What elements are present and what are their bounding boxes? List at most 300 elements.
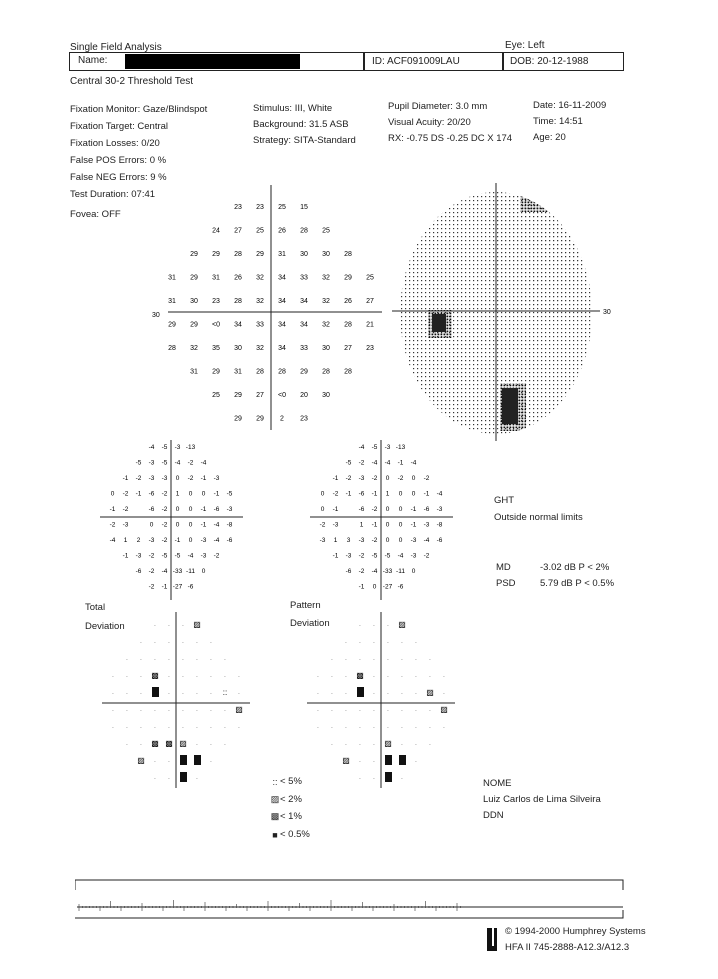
field-value: 28: [344, 251, 352, 258]
field-value: -2: [332, 490, 339, 498]
prob-mark-block: [357, 687, 364, 697]
prob-mark: ·: [182, 640, 184, 646]
prob-mark: ·: [401, 742, 403, 748]
pattern-deviation-numeric: [305, 435, 495, 605]
prob-mark: ▨: [193, 620, 201, 629]
field-value: 28: [344, 368, 352, 376]
prob-mark: ·: [317, 674, 319, 680]
prob-mark: ·: [196, 776, 198, 782]
field-value: 32: [190, 345, 198, 352]
prob-mark: ·: [373, 742, 375, 748]
fovea-status: Fovea: OFF: [70, 209, 121, 220]
prob-mark: ·: [210, 691, 212, 697]
prob-mark: ·: [210, 742, 212, 748]
prob-mark: ·: [345, 674, 347, 680]
field-value: -5: [161, 552, 168, 560]
prob-mark: ·: [154, 759, 156, 765]
field-value: -3: [148, 459, 155, 467]
prob-mark: ·: [168, 776, 170, 782]
field-value: 1: [359, 521, 364, 529]
field-value: -5: [371, 552, 378, 560]
field-value: 26: [278, 227, 286, 235]
prob-mark: ·: [429, 674, 431, 680]
field-value: -4: [384, 459, 391, 467]
prob-mark: ▩: [165, 739, 173, 748]
field-value: -27: [382, 583, 393, 591]
prob-mark: ▨: [137, 756, 145, 765]
prob-mark: ·: [373, 657, 375, 663]
field-value: 34: [278, 345, 286, 352]
prob-mark: ·: [154, 708, 156, 714]
field-value: -2: [397, 475, 404, 482]
field-value: -3: [436, 506, 443, 513]
prob-mark: ·: [387, 640, 389, 646]
field-value: -4: [358, 444, 365, 451]
field-value: 28: [168, 345, 176, 352]
field-value: -2: [122, 490, 129, 498]
field-value: -3: [384, 444, 391, 451]
note-line: DDN: [483, 810, 504, 821]
field-value: -2: [161, 490, 168, 498]
field-value: 0: [175, 521, 180, 529]
field-value: 29: [190, 321, 198, 329]
field-value: -1: [200, 506, 207, 513]
prob-mark: ·: [140, 640, 142, 646]
prob-mark: ·: [182, 725, 184, 731]
field-value: 32: [256, 274, 264, 282]
prob-mark: ▨: [179, 739, 187, 748]
field-value: 33: [300, 274, 308, 282]
prob-mark: ·: [429, 725, 431, 731]
field-value: -1: [423, 490, 430, 498]
field-value: 34: [234, 321, 242, 329]
prob-mark: ▨: [398, 620, 406, 629]
field-value: -1: [200, 521, 207, 529]
prob-mark: ·: [168, 674, 170, 680]
eye-label: Eye: Left: [505, 40, 545, 51]
prob-mark: ▨: [235, 705, 243, 714]
prob-mark: ·: [154, 776, 156, 782]
field-value: -6: [423, 506, 430, 513]
prob-mark: ·: [443, 691, 445, 697]
patient-name-bar: [69, 52, 624, 71]
prob-mark: ·: [331, 657, 333, 663]
field-value: 30: [322, 251, 330, 258]
prob-mark: ·: [112, 691, 114, 697]
prob-mark: ·: [359, 640, 361, 646]
psd-value: 5.79 dB P < 0.5%: [540, 578, 615, 589]
note-line: Luiz Carlos de Lima Silveira: [483, 794, 601, 805]
prob-mark: ▩: [356, 671, 364, 680]
field-value: -6: [226, 537, 233, 544]
field-value: 0: [372, 583, 377, 591]
field-value: 0: [411, 568, 416, 575]
field-value: <0: [278, 392, 286, 399]
prob-mark: ·: [154, 725, 156, 731]
prob-mark: ·: [387, 725, 389, 731]
field-value: 26: [344, 298, 352, 305]
legend-item: [270, 794, 302, 805]
param-line: Fixation Monitor: Gaze/Blindspot: [70, 104, 208, 115]
field-value: 0: [411, 490, 416, 498]
field-value: 0: [188, 506, 193, 513]
prob-mark: ·: [154, 657, 156, 663]
prob-mark: ·: [168, 708, 170, 714]
prob-mark: ·: [140, 725, 142, 731]
field-value: 29: [212, 368, 220, 376]
prob-mark: ·: [112, 674, 114, 680]
prob-mark: ·: [373, 725, 375, 731]
field-value: 27: [344, 345, 352, 352]
field-value: 0: [320, 490, 325, 498]
prob-mark: ▨: [384, 739, 392, 748]
field-value: 31: [212, 274, 220, 282]
prob-mark: ·: [401, 691, 403, 697]
field-value: -3: [174, 444, 181, 451]
field-value: -2: [122, 506, 129, 513]
param-line: Date: 16-11-2009: [533, 100, 607, 111]
prob-mark: ·: [224, 742, 226, 748]
prob-mark: ·: [154, 623, 156, 629]
field-value: 31: [278, 251, 286, 258]
field-value: -3: [319, 537, 326, 544]
param-line: Age: 20: [533, 132, 566, 143]
field-value: -1: [332, 475, 339, 482]
field-value: 0: [149, 521, 154, 529]
prob-mark: ·: [387, 708, 389, 714]
gaze-tracking-strip: [75, 878, 627, 920]
field-value: 33: [256, 321, 264, 329]
field-value: -2: [109, 521, 116, 529]
field-value: -3: [135, 552, 142, 560]
prob-mark: ·: [359, 759, 361, 765]
field-value: 0: [398, 537, 403, 544]
field-value: 27: [256, 392, 264, 399]
prob-mark: ·: [443, 674, 445, 680]
field-value: 25: [278, 204, 286, 211]
prob-mark: ·: [196, 708, 198, 714]
field-value: 28: [344, 321, 352, 329]
field-value: 0: [201, 568, 206, 575]
field-value: 24: [212, 227, 220, 235]
param-line: False POS Errors: 0 %: [70, 155, 167, 166]
field-value: 1: [333, 537, 338, 544]
field-value: 0: [385, 506, 390, 513]
param-line: Time: 14:51: [533, 116, 583, 127]
field-value: -3: [161, 475, 168, 482]
psd-label: PSD: [496, 578, 516, 589]
field-value: 26: [234, 274, 242, 282]
prob-mark: ·: [224, 657, 226, 663]
prob-mark: ·: [331, 674, 333, 680]
field-value: 0: [385, 521, 390, 529]
prob-mark: ·: [401, 776, 403, 782]
field-value: 31: [190, 368, 198, 376]
prob-mark: ·: [238, 691, 240, 697]
prob-mark: ·: [140, 691, 142, 697]
prob-mark: ·: [182, 708, 184, 714]
field-value: -1: [200, 475, 207, 482]
field-value: 30: [322, 392, 330, 399]
field-value: 1: [175, 490, 180, 498]
prob-mark: ▩: [151, 739, 159, 748]
field-value: 0: [201, 490, 206, 498]
field-value: 34: [278, 321, 286, 329]
field-value: 28: [278, 368, 286, 376]
field-value: -27: [172, 583, 183, 591]
prob-mark: ·: [359, 657, 361, 663]
prob-mark: ·: [196, 725, 198, 731]
field-value: 31: [168, 298, 176, 305]
prob-mark-block: [399, 755, 406, 765]
field-value: 32: [256, 345, 264, 352]
field-value: -3: [200, 552, 207, 560]
field-value: -6: [213, 506, 220, 513]
field-value: -1: [135, 490, 142, 498]
prob-mark: ·: [196, 674, 198, 680]
prob-mark: ·: [317, 691, 319, 697]
prob-mark: ·: [373, 776, 375, 782]
field-value: 30: [190, 298, 198, 305]
prob-mark: ·: [168, 691, 170, 697]
prob-mark-block: [385, 755, 392, 765]
prob-mark: ·: [210, 708, 212, 714]
prob-mark: ·: [196, 657, 198, 663]
prob-mark: ·: [126, 708, 128, 714]
field-value: -3: [423, 521, 430, 529]
field-value: 0: [188, 521, 193, 529]
field-value: 1: [123, 537, 128, 544]
prob-mark: ·: [401, 657, 403, 663]
divider: [502, 53, 504, 70]
prob-mark: ·: [140, 742, 142, 748]
field-value: -2: [358, 552, 365, 560]
field-value: -4: [371, 459, 378, 467]
field-value: 30: [322, 345, 330, 352]
field-value: -5: [226, 490, 233, 498]
field-value: -3: [200, 537, 207, 544]
field-value: -2: [148, 583, 155, 591]
field-value: -6: [187, 583, 194, 591]
field-value: -1: [410, 521, 417, 529]
total-deviation-numeric: [95, 435, 285, 605]
field-value: -1: [345, 490, 352, 498]
field-value: -3: [358, 475, 365, 482]
field-value: 29: [190, 251, 198, 258]
field-value: -1: [174, 537, 181, 544]
field-value: -3: [213, 475, 220, 482]
prob-mark: ·: [168, 640, 170, 646]
field-value: -6: [345, 568, 352, 575]
field-value: 0: [411, 475, 416, 482]
field-value: -3: [410, 537, 417, 544]
humphrey-logo-icon: [487, 928, 497, 951]
field-value: -4: [423, 537, 430, 544]
patient-id: ID: ACF091009LAU: [372, 56, 460, 67]
field-value: 25: [366, 274, 374, 282]
prob-mark: ·: [415, 742, 417, 748]
param-line: Stimulus: III, White: [253, 103, 333, 114]
field-value: 0: [398, 490, 403, 498]
field-value: -3: [122, 521, 129, 529]
field-value: -2: [135, 475, 142, 482]
field-value: 21: [366, 321, 374, 329]
prob-mark: ·: [112, 725, 114, 731]
prob-mark: ·: [210, 759, 212, 765]
param-line: Fixation Losses: 0/20: [70, 138, 160, 149]
prob-mark: ▩: [151, 671, 159, 680]
hatch-dark-icon: ▩: [270, 811, 280, 821]
prob-mark: ·: [224, 725, 226, 731]
field-value: -2: [148, 568, 155, 575]
field-value: 0: [385, 537, 390, 544]
legend-item: [270, 829, 310, 840]
field-value: -6: [358, 490, 365, 498]
prob-mark: ·: [373, 640, 375, 646]
field-value: 0: [188, 537, 193, 544]
field-value: 23: [366, 345, 374, 352]
field-value: 32: [322, 298, 330, 305]
field-value: -1: [371, 521, 378, 529]
prob-mark: ·: [387, 674, 389, 680]
field-value: -2: [213, 552, 220, 560]
prob-mark: ·: [126, 657, 128, 663]
field-value: -2: [187, 475, 194, 482]
field-value: -2: [161, 537, 168, 544]
prob-mark: ·: [373, 623, 375, 629]
solid-block-icon: ■: [272, 829, 278, 840]
param-line: False NEG Errors: 9 %: [70, 172, 167, 183]
prob-mark: ·: [140, 674, 142, 680]
field-value: -5: [161, 459, 168, 467]
ght-value: Outside normal limits: [494, 512, 583, 523]
field-value: 23: [300, 415, 308, 423]
field-value: -1: [161, 583, 168, 591]
legend-label: < 2%: [280, 794, 302, 805]
prob-mark: ::: [222, 688, 228, 697]
field-value: 0: [188, 490, 193, 498]
field-value: 3: [346, 537, 351, 544]
field-value: -5: [371, 444, 378, 451]
pattern-deviation-probability-plot: [305, 610, 465, 790]
prob-mark: ▨: [440, 705, 448, 714]
prob-mark: ·: [345, 640, 347, 646]
prob-mark: ·: [168, 657, 170, 663]
field-value: 28: [234, 298, 242, 305]
threshold-map: [150, 180, 390, 440]
prob-mark: ·: [238, 725, 240, 731]
field-value: -6: [135, 568, 142, 575]
prob-mark: ·: [224, 708, 226, 714]
prob-mark: ·: [331, 691, 333, 697]
field-value: 28: [234, 251, 242, 258]
field-value: -6: [148, 506, 155, 513]
field-value: -2: [358, 568, 365, 575]
field-value: 31: [168, 274, 176, 282]
field-value: -6: [148, 490, 155, 498]
prob-mark: ·: [415, 674, 417, 680]
field-value: 32: [256, 298, 264, 305]
prob-mark: ·: [182, 657, 184, 663]
prob-mark: ▨: [426, 688, 434, 697]
field-value: 30: [300, 251, 308, 258]
prob-mark: ·: [140, 708, 142, 714]
prob-mark: ·: [345, 657, 347, 663]
field-value: 29: [212, 251, 220, 258]
field-value: 32: [322, 321, 330, 329]
field-value: -3: [345, 552, 352, 560]
field-value: 15: [300, 204, 308, 211]
prob-mark: ·: [345, 742, 347, 748]
field-value: -5: [345, 459, 352, 467]
field-value: -33: [172, 568, 183, 575]
field-value: -2: [371, 506, 378, 513]
field-value: 34: [300, 298, 308, 305]
field-value: 29: [256, 251, 264, 258]
params-mid: [253, 101, 356, 149]
field-value: -5: [384, 552, 391, 560]
legend-item: [270, 776, 302, 787]
axis-label-30: 30: [152, 312, 160, 319]
field-value: -4: [213, 521, 220, 529]
legend-item: [270, 811, 302, 822]
field-value: 34: [278, 298, 286, 305]
prob-mark-block: [385, 772, 392, 782]
field-value: -1: [371, 490, 378, 498]
field-value: -13: [395, 444, 406, 451]
field-value: 25: [322, 227, 330, 235]
hatch-light-icon: ▨: [270, 794, 280, 804]
param-line: Fixation Target: Central: [70, 121, 169, 132]
field-value: 29: [190, 274, 198, 282]
field-value: 23: [212, 298, 220, 305]
prob-mark: ·: [331, 742, 333, 748]
field-value: 27: [366, 298, 374, 305]
prob-mark: ·: [345, 725, 347, 731]
field-value: -3: [148, 475, 155, 482]
field-value: 29: [234, 392, 242, 399]
prob-mark: ·: [196, 640, 198, 646]
field-value: 23: [256, 204, 264, 211]
prob-mark: ·: [373, 708, 375, 714]
field-value: -4: [410, 459, 417, 467]
prob-mark: ·: [415, 640, 417, 646]
prob-mark: ·: [387, 691, 389, 697]
legend-label: < 5%: [280, 776, 302, 787]
prob-mark: ·: [126, 674, 128, 680]
prob-mark: ·: [359, 725, 361, 731]
prob-mark: ·: [196, 742, 198, 748]
prob-mark: ·: [429, 657, 431, 663]
field-value: 35: [212, 345, 220, 352]
field-value: 34: [278, 274, 286, 282]
field-value: -4: [161, 568, 168, 575]
prob-mark: ·: [168, 623, 170, 629]
field-value: -3: [332, 521, 339, 529]
param-line: Visual Acuity: 20/20: [388, 117, 471, 128]
field-value: -2: [187, 459, 194, 467]
prob-mark: ·: [168, 725, 170, 731]
prob-mark-block: [152, 687, 159, 697]
prob-mark: ·: [359, 742, 361, 748]
prob-mark: ·: [210, 725, 212, 731]
field-value: -4: [397, 552, 404, 560]
field-value: 0: [398, 521, 403, 529]
probability-legend: [270, 776, 350, 846]
test-name: Central 30-2 Threshold Test: [70, 76, 194, 87]
prob-mark: ·: [224, 674, 226, 680]
field-value: 28: [256, 368, 264, 376]
